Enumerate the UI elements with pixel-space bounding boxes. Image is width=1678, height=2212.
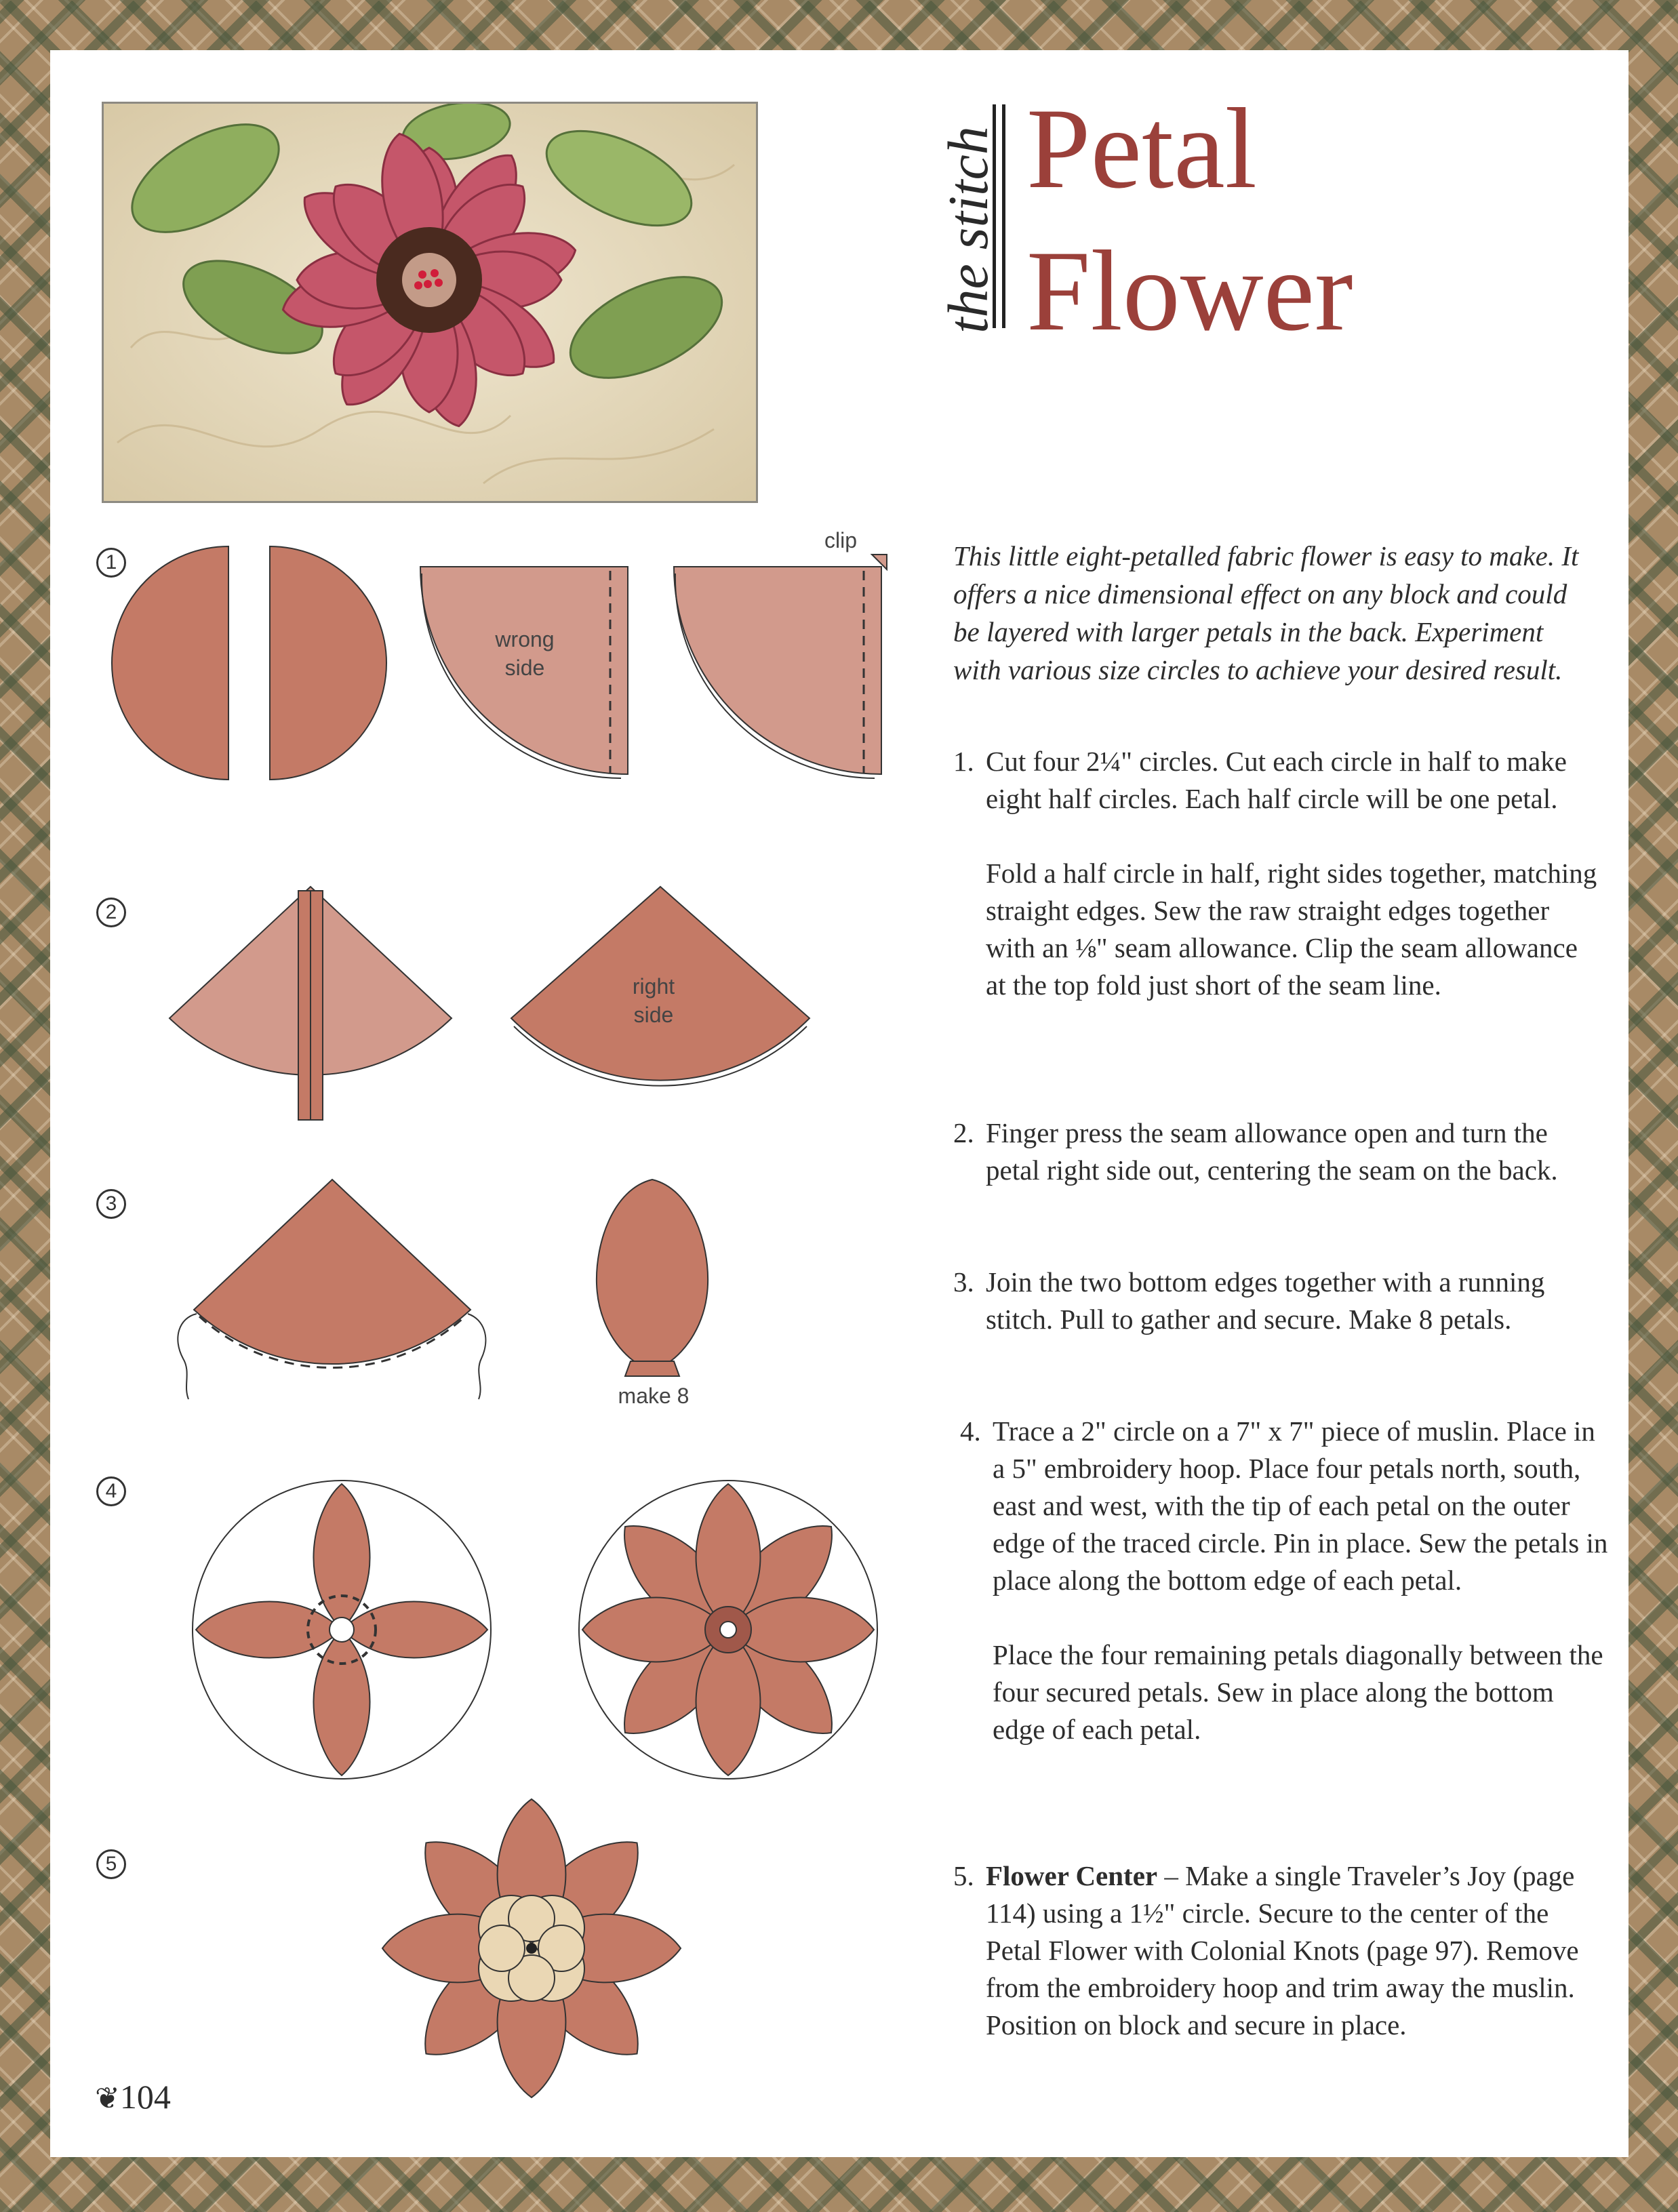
half-circle-left — [112, 546, 228, 780]
step-text: Cut four 2¼" circles. Cut each circle in half to make eight half circles. Each half circle will be one petal. — [986, 746, 1567, 814]
make-8-label: make 8 — [618, 1384, 690, 1408]
step-text — [986, 1857, 1604, 2044]
step-text: Place the four remaining petals diagonally between the four secured petals. Sew in place along the bottom edge of each petal. — [993, 1639, 1603, 1745]
right-side-label-line2: side — [633, 1003, 674, 1027]
section-kicker: the stitch — [937, 126, 1000, 334]
step-2 — [953, 1114, 1604, 1189]
step-5 — [953, 1857, 1604, 2044]
wrong-side-label-line1: wrong — [495, 627, 555, 651]
cone-gathering — [194, 1180, 471, 1364]
step-number: 5. — [953, 1860, 974, 1891]
flower-center-petal — [479, 1925, 525, 1971]
wrong-side-label — [477, 625, 572, 682]
page-title-line2: Flower — [1026, 227, 1353, 355]
step-number: 2. — [953, 1117, 974, 1148]
center-opening — [329, 1617, 354, 1642]
page-title-line1: Petal — [1026, 85, 1257, 212]
step-text: Finger press the seam allowance open and turn the petal right side out, centering the seam on the back. — [986, 1117, 1558, 1186]
half-circle-right — [270, 546, 386, 780]
thread-tail-left — [178, 1314, 197, 1399]
leaf-sprig-icon: ❦ — [95, 2082, 120, 2115]
step-text: Join the two bottom edges together with a running stitch. Pull to gather and secure. Make 8 petals. — [986, 1266, 1545, 1335]
diagram-step-number: 4 — [96, 1476, 126, 1506]
page — [50, 50, 1629, 2157]
clip-label: clip — [824, 528, 857, 552]
step-number: 4. — [960, 1415, 981, 1447]
step-4 — [960, 1413, 1611, 1748]
step-1 — [953, 743, 1604, 1004]
step-text: Fold a half circle in half, right sides together, matching straight edges. Sew the raw straight edges together with an ⅛" seam allowance. Clip the seam allowance at the top fold just short of the seam line. — [986, 858, 1597, 1001]
diagram-step-number: 3 — [96, 1189, 126, 1219]
step-number: 1. — [953, 746, 974, 777]
diagram-step-number: 5 — [96, 1849, 126, 1879]
finished-petal — [597, 1180, 708, 1363]
right-side-label-line1: right — [632, 974, 675, 999]
colonial-knot — [526, 1943, 537, 1954]
diagram-step-number: 1 — [96, 548, 126, 578]
step-body: – Make a single Traveler’s Joy (page 114) using a 1½" circle. Secure to the center of the Petal Flower with Colonial Knots (page 97). Remove from the embroidery hoop and trim away the muslin. Position on block and secure in place. — [986, 1860, 1579, 2040]
folded-petal-clipped — [674, 567, 881, 774]
step-3 — [953, 1264, 1604, 1338]
step-text: Trace a 2" circle on a 7" x 7" piece of muslin. Place in a 5" embroidery hoop. Place four petals north, south, east and west, with the tip of each petal on the outer edge of the traced circle. Pin in place. Sew the petals in place along the bottom edge of each petal. — [993, 1415, 1608, 1596]
step-number: 3. — [953, 1266, 974, 1298]
step-heading: Flower Center — [986, 1860, 1158, 1891]
right-side-label — [613, 972, 694, 1029]
page-number-text: 104 — [119, 2078, 171, 2116]
gathered-base — [625, 1361, 679, 1376]
intro-paragraph: This little eight-petalled fabric flower is easy to make. It offers a nice dimensional effect on any block and could be layered with larger petals in the back. Experiment with various size circles to achieve your desired result. — [953, 540, 1579, 685]
instruction-diagrams — [50, 50, 932, 2157]
center-opening — [720, 1622, 736, 1638]
page-number — [95, 2077, 171, 2116]
thread-tail-right — [468, 1314, 485, 1399]
diagram-step-number: 2 — [96, 898, 126, 927]
header-rule — [1002, 104, 1005, 328]
wrong-side-label-line2: side — [504, 656, 545, 680]
